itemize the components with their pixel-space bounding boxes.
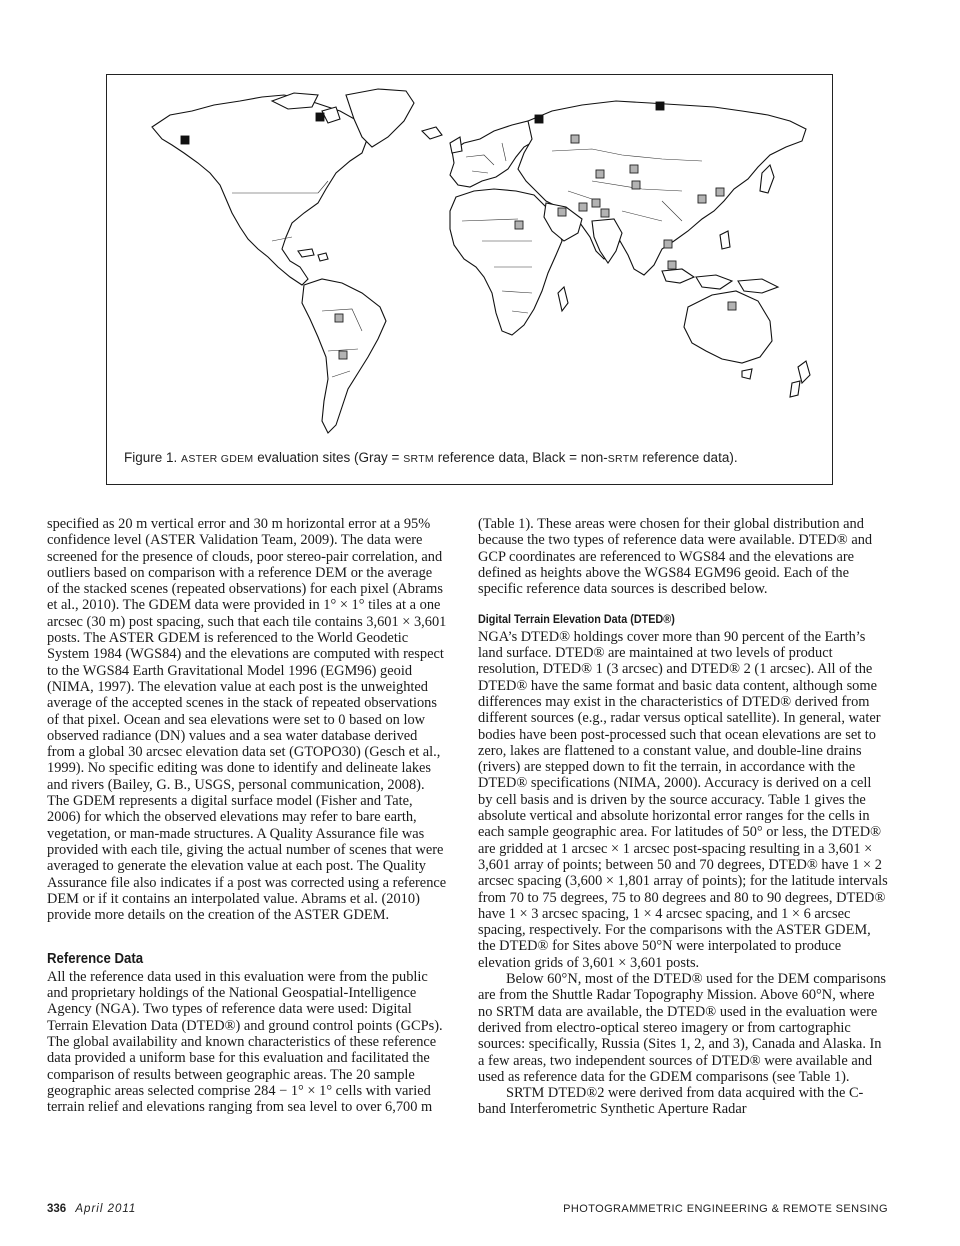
figure-caption: Figure 1. ASTER GDEM evaluation sites (Gray = SRTM reference data, Black = non-SRTM reference data). [124,450,738,465]
site-marker-black [535,115,543,123]
figure-1 [106,74,833,485]
paragraph: SRTM DTED®2 were derived from data acquired with the C-band Interferometric Synthetic Aperture Radar [478,1085,864,1118]
site-marker-gray [579,203,587,211]
page-number: 336 [47,1203,67,1215]
site-marker-gray [571,135,579,143]
left-column [47,516,447,1115]
site-marker-gray [592,199,600,207]
north-america [152,95,368,285]
world-map [122,81,819,446]
site-marker-gray [335,314,343,322]
site-marker-gray [515,221,523,229]
site-marker-gray [339,351,347,359]
section-heading-reference-data: Reference Data [47,950,144,968]
paragraph: specified as 20 m vertical error and 30 m horizontal error at a 95% confidence level (ASTER Validation Team, 2009). The data were screened for the presence of clouds, poor stereo-pair correlation, and outliers based on comparison with a reference DEM or the average of the stacked scenes (repeated observations) for each pixel (Abrams et al., 2010). The GDEM data were provided in 1° × 1° tiles at a one arcsec (30 m) post spacing, such that each tile contains 3,601 × 3,601 posts. The ASTER GDEM is referenced to the World Geodetic System 1984 (WGS84) and the elevations are computed with respect to the WGS84 Earth Gravitational Model 1996 (EGM96) geoid (NIMA, 1997). The elevation value at each post is the unweighted average of the accepted scenes in the stack of repeated observations of that pixel. Ocean and sea elevations were set to 0 based on low observed radiance (DN) values and a sea water database derived from a global 30 arcsec elevation data set (GTOPO30) (Gesch et al., 1999). No specific editing was done to identify and delineate lakes and rivers (Bailey, G. B., USGS, personal communication, 2008). The GDEM represents a digital surface model (Fisher and Tate, 2006) for which the observed elevations may refer to bare earth, vegetation, or man-made structures. A Quality Assurance file was provided with each tile, giving the actual number of scenes that were averaged to generate the elevation value at each post. The Quality Assurance file also indicates if a post was corrected using a reference DEM or if it contains an interpolated value. Abrams et al. (2010) provide more details on the creation of the ASTER GDEM. [47,516,447,924]
site-marker-gray [632,181,640,189]
section-heading-dted: Digital Terrain Elevation Data (DTED®) [478,612,675,627]
paragraph: Below 60°N, most of the DTED® used for the DEM comparisons are from the Shuttle Radar Topography Mission. Above 60°N, where no SRTM data are available, the DTED® used in the evaluation were derived from electro-optical stereo imagery or from cartographic sources: specifically, Russia (Sites 1, 2, and 3), Canada and Alaska. In a few areas, two independent sources of DTED® were available and used as reference data for the GDEM comparisons (see Table 1). [478,971,886,1085]
site-marker-gray [668,261,676,269]
site-marker-gray [716,188,724,196]
site-marker-black [656,102,664,110]
paragraph: (Table 1). These areas were chosen for their global distribution and because the two types of reference data were available. DTED® and GCP coordinates are referenced to WGS84 and the elevations are defined as heights above the WGS84 EGM96 geoid. Each of the specific reference data sources is described below. [478,516,873,598]
site-marker-gray [601,209,609,217]
site-marker-black [316,113,324,121]
footer-left [47,1203,136,1215]
site-marker-gray [664,240,672,248]
paragraph: All the reference data used in this evaluation were from the public and proprietary holdings of the National Geospatial-Intelligence Agency (NGA). Two types of reference data were used: Digital Terrain Elevation Data (DTED®) and ground control points (GCPs). The global availability and known characteristics of these reference data provided a uniform base for this evaluation and facilitated the comparison of results between geographic areas. The 20 sample geographic areas selected comprise 284 − 1° × 1° cells with varied terrain relief and elevations ranging from sea level to over 6,700 m [47,968,443,1116]
site-marker-gray [630,165,638,173]
site-marker-black [181,136,189,144]
paragraph: NGA’s DTED® holdings cover more than 90 percent of the Earth’s land surface. DTED® are maintained at two levels of product resolution, DTED® 1 (3 arcsec) and DTED® 2 (1 arcsec). All of the DTED® have the same format and basic data content, although some differences may exist in the characteristics of DTED® derived from different sources (e.g., radar versus optical satellite). In general, water bodies have been post-processed such that ocean elevations are set to zero, lakes are flattened to a constant value, and double-line drains (rivers) are stepped down to fit the terrain, in accordance with the DTED® specifications (NIMA, 2000). Accuracy is derived on a cell by cell basis and is driven by the source accuracy. Table 1 gives the absolute vertical and absolute horizontal error ranges for the cells in each sample geographic area. For latitudes of 50° or less, the DTED® are gridded at 1 arcsec × 1 arcsec post-spacing resulting in a 3,601 × 3,601 array of points; between 50 and 70 degrees, DTED® have 1 × 2 arcsec spacing (3,600 × 1,801 array of points); for the latitude intervals from 70 to 75 degrees, 75 to 80 degrees and 80 to 90 degrees, DTED® have 1 × 3 arcsec spacing, 1 × 4 arcsec spacing, and 1 × 6 arcsec spacing, respectively. For the comparisons with the ASTER GDEM, the DTED® for Sites above 50°N were interpolated to produce elevation grids of 3,601 × 3,601 posts. [478,628,888,971]
site-marker-gray [728,302,736,310]
issue-date: April 2011 [75,1203,137,1215]
site-marker-gray [558,208,566,216]
site-marker-gray [596,170,604,178]
right-column [478,516,888,1118]
site-marker-gray [698,195,706,203]
journal-name: PHOTOGRAMMETRIC ENGINEERING & REMOTE SENSING [563,1203,888,1215]
